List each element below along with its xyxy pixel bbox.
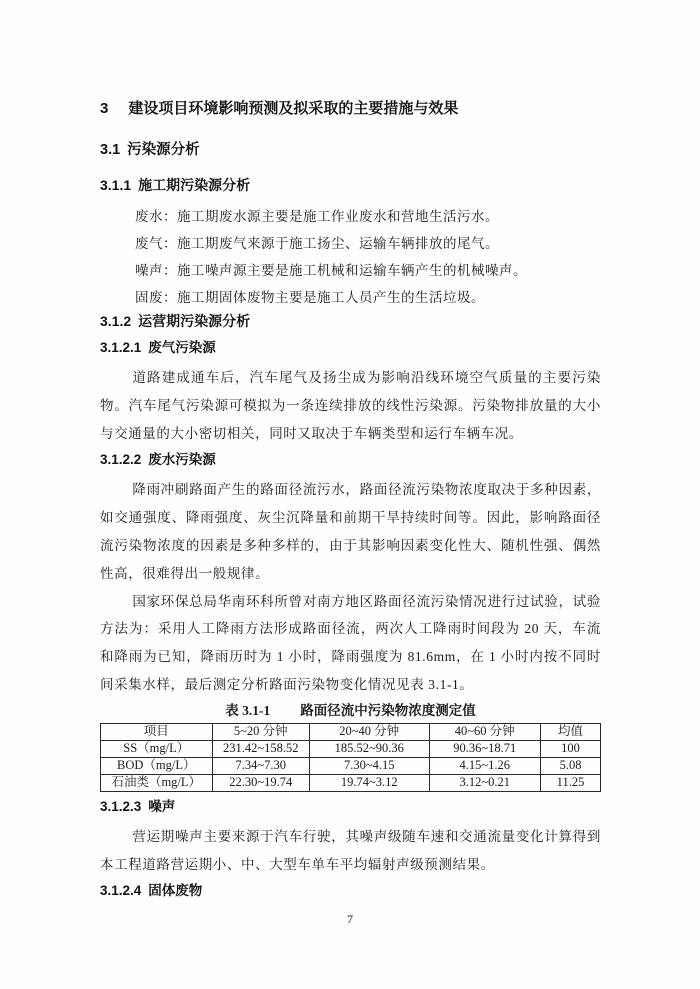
heading-3-1-2-2 [100, 451, 601, 468]
table-cell: 7.30~4.15 [310, 757, 430, 774]
heading-text: 废水污染源 [148, 452, 216, 468]
heading-chapter-3 [100, 100, 601, 118]
heading-text: 废气污染源 [148, 340, 216, 355]
heading-text: 污染源分析 [127, 142, 200, 158]
table-cell: 7.34~7.30 [212, 757, 310, 774]
statement-solid-waste: 固废：施工期固体废物主要是施工人员产生的生活垃圾。 [135, 290, 485, 305]
table-cell: 90.36~18.71 [429, 740, 541, 757]
statement-waste-gas: 废气：施工期废气来源于施工扬尘、运输车辆排放的尾气。 [135, 236, 499, 251]
table-caption-title: 路面径流中污染物浓度测定值 [300, 702, 476, 718]
table-caption [100, 702, 601, 719]
section-number: 3 [100, 100, 109, 117]
table-cell: 11.25 [541, 774, 601, 791]
section-number: 3.1.2.2 [100, 452, 142, 468]
heading-text: 运营期污染源分析 [138, 313, 251, 329]
document-content [100, 100, 601, 907]
table-cell: 石油类（mg/L） [101, 774, 213, 791]
header-cell-20-40min: 20~40 分钟 [310, 723, 430, 740]
table-cell: 19.74~3.12 [310, 774, 430, 791]
section-number: 3.1.1 [100, 177, 132, 193]
header-cell-40-60min: 40~60 分钟 [429, 723, 541, 740]
table-cell: BOD（mg/L） [101, 757, 213, 774]
heading-text: 固体废物 [148, 883, 203, 899]
heading-3-1-2-3 [100, 798, 601, 815]
heading-3-1 [100, 142, 601, 159]
table-cell: 5.08 [541, 757, 601, 774]
page-number: 7 [347, 912, 353, 926]
heading-text: 噪声 [148, 798, 176, 814]
table-cell: 185.52~90.36 [310, 740, 430, 757]
table-cell: 3.12~0.21 [429, 774, 541, 791]
heading-3-1-2-4 [100, 882, 601, 899]
pollutant-concentration-table [100, 723, 601, 792]
header-cell-mean: 均值 [541, 723, 601, 740]
section-number: 3.1 [100, 142, 121, 158]
table-cell: 22.30~19.74 [212, 774, 310, 791]
heading-3-1-1 [100, 177, 601, 194]
section-number: 3.1.2.4 [100, 883, 142, 899]
table-row-petroleum [101, 774, 601, 791]
table-row-bod [101, 757, 601, 774]
table-caption-label: 表 3.1-1 [225, 702, 271, 718]
statement-wastewater: 废水：施工期废水源主要是施工作业废水和营地生活污水。 [135, 209, 499, 224]
heading-3-1-2 [100, 313, 601, 330]
section-number: 3.1.2.1 [100, 340, 142, 355]
section-number: 3.1.2 [100, 313, 132, 329]
table-cell: 231.42~158.52 [212, 740, 310, 757]
para-operation-noise: 营运期噪声主要来源于汽车行驶，其噪声级随车速和交通流量变化计算得到本工程道路营运期小、中、大型车单车平均辐射声级预测结果。 [100, 828, 601, 872]
header-cell-item: 项目 [101, 723, 213, 740]
statement-noise: 噪声：施工噪声源主要是施工机械和运输车辆产生的机械噪声。 [135, 263, 527, 278]
para-water-pollution-2: 国家环保总局华南环科所曾对南方地区路面径流污染情况进行过试验，试验方法为：采用人工降雨方法形成路面径流，两次人工降雨时间段为 20 天，车流和降雨为已知，降雨历时为 1 小时，降雨强度为 81.6mm，在 1 小时内按不同时间采集水样，最后测定分析路面污染物变化情况见表 3.1-1。 [100, 593, 601, 692]
table-row-ss [101, 740, 601, 757]
table-cell: 4.15~1.26 [429, 757, 541, 774]
para-air-pollution: 道路建成通车后，汽车尾气及扬尘成为影响沿线环境空气质量的主要污染物。汽车尾气污染源可模拟为一条连续排放的线性污染源。污染物排放量的大小与交通量的大小密切相关，同时又取决于车辆类型和运行车辆车况。 [100, 370, 601, 441]
table-cell: SS（mg/L） [101, 740, 213, 757]
heading-3-1-2-1 [100, 339, 601, 356]
header-cell-5-20min: 5~20 分钟 [212, 723, 310, 740]
para-water-pollution-1: 降雨冲刷路面产生的路面径流污水，路面径流污染物浓度取决于多种因素，如交通强度、降雨强度、灰尘沉降量和前期干旱持续时间等。因此，影响路面径流污染物浓度的因素是多种多样的，由于其影响因素变化性大、随机性强、偶然性高，很难得出一般规律。 [100, 482, 601, 581]
table-header-row [101, 723, 601, 740]
section-number: 3.1.2.3 [100, 798, 142, 814]
table-cell: 100 [541, 740, 601, 757]
construction-pollution-statements [100, 203, 601, 311]
heading-text: 建设项目环境影响预测及拟采取的主要措施与效果 [128, 100, 459, 117]
heading-text: 施工期污染源分析 [138, 177, 251, 193]
